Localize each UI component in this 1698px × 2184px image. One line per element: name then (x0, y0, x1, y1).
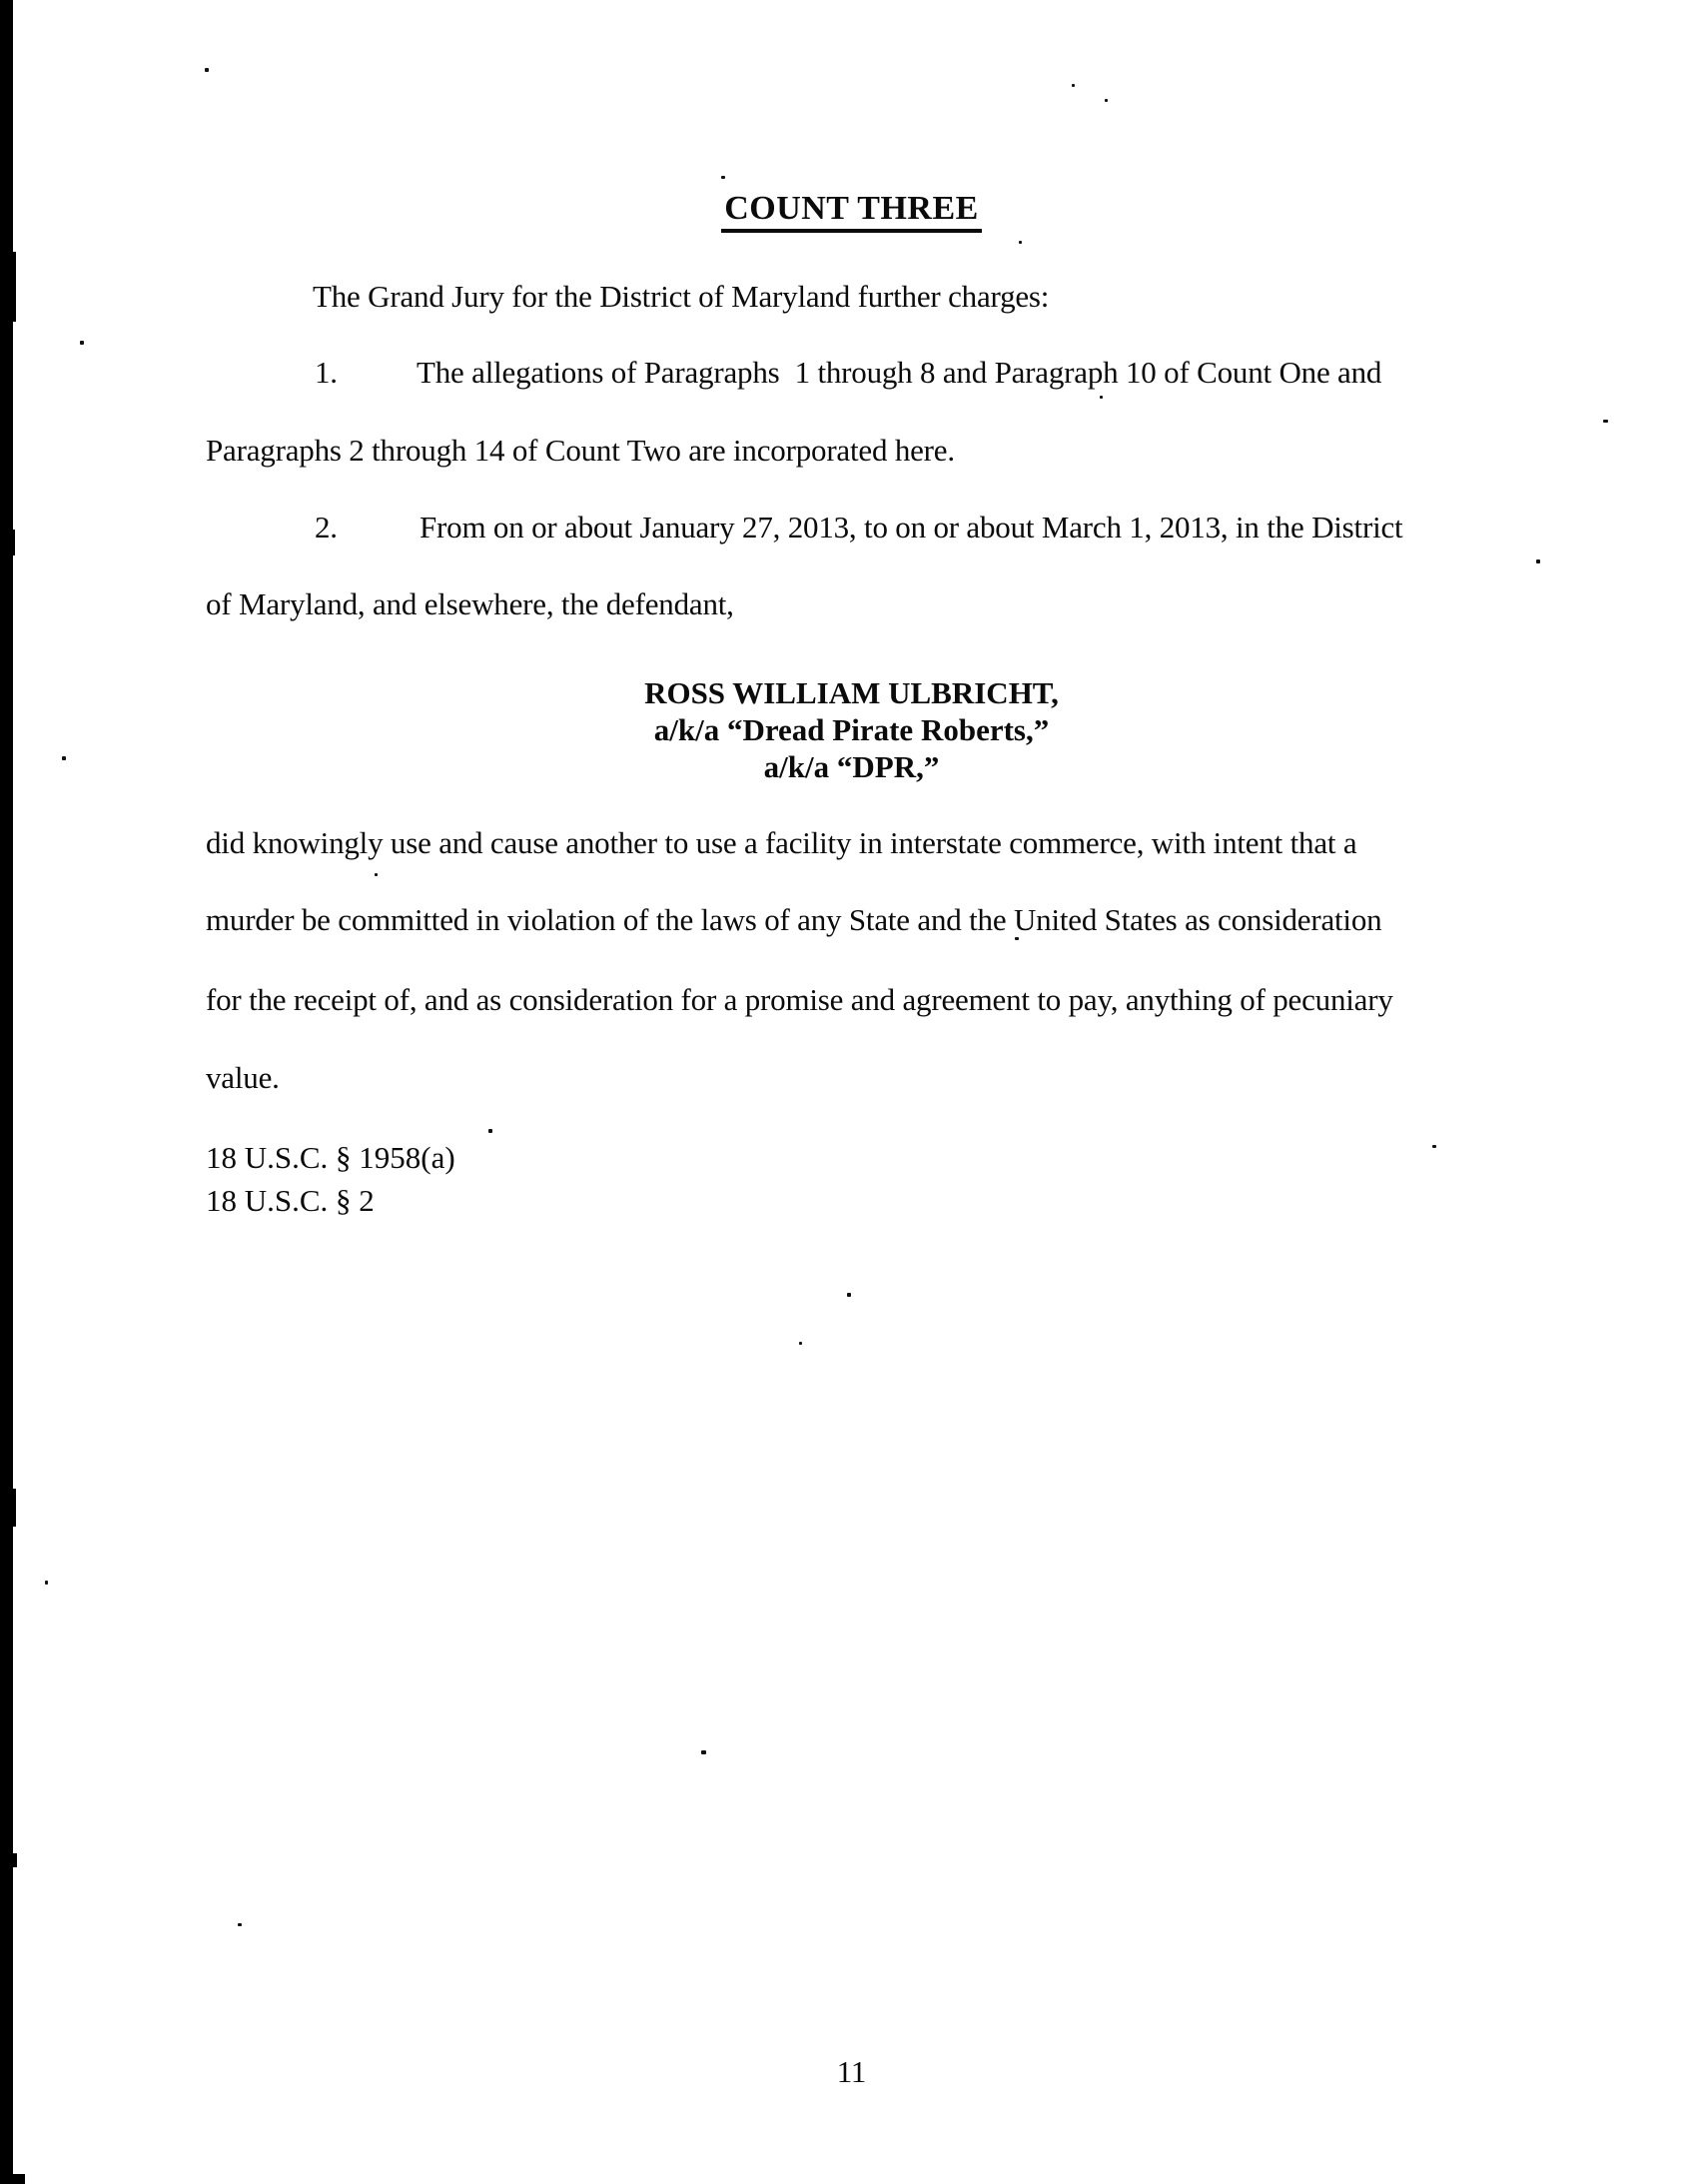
scan-edge-notch (13, 530, 15, 555)
scan-noise-dot (701, 1750, 706, 1754)
scan-noise-dot (1015, 937, 1019, 940)
scan-noise-dot (1100, 396, 1103, 399)
charge-line-2: murder be committed in violation of the laws of any State and the United States as consideration (206, 902, 1382, 937)
page-number: 11 (836, 2054, 867, 2089)
scan-edge-notch (13, 252, 16, 322)
scan-noise-dot (62, 756, 66, 760)
charge-line-3: for the receipt of, and as consideration for a promise and agreement to pay, anything of pecuniary (206, 982, 1393, 1017)
scan-corner-blob (0, 2174, 25, 2184)
scan-noise-dot (1019, 241, 1022, 244)
paragraph-2-line-1: From on or about January 27, 2013, to on or about March 1, 2013, in the District (420, 510, 1403, 545)
scan-noise-dot (1432, 1145, 1436, 1148)
defendant-alias-1: a/k/a “Dread Pirate Roberts,” (653, 712, 1050, 747)
scan-noise-dot (1105, 99, 1108, 102)
paragraph-1-number: 1. (315, 355, 338, 390)
charge-line-1: did knowingly use and cause another to use a facility in interstate commerce, with intent that a (206, 825, 1357, 860)
defendant-alias-2: a/k/a “DPR,” (763, 749, 940, 784)
page-number-row (205, 2054, 1498, 2090)
scan-noise-dot (205, 68, 209, 72)
statute-citation-1: 18 U.S.C. § 1958(a) (206, 1140, 455, 1175)
scan-edge-bar (0, 0, 13, 2184)
scan-noise-dot (238, 1923, 242, 1926)
scan-edge-notch (13, 1853, 17, 1867)
scan-noise-dot (1072, 84, 1075, 87)
paragraph-2-line-2: of Maryland, and elsewhere, the defendant, (206, 586, 734, 621)
statute-citation-2: 18 U.S.C. § 2 (206, 1183, 375, 1218)
scan-noise-dot (799, 1342, 802, 1345)
defendant-name-row (205, 675, 1498, 711)
count-heading: COUNT THREE (721, 190, 982, 233)
scan-edge-notch (13, 1489, 16, 1527)
scan-noise-dot (1536, 559, 1540, 563)
paragraph-2-number: 2. (315, 510, 338, 545)
paragraph-1-line-1: The allegations of Paragraphs 1 through 8 and Paragraph 10 of Count One and (417, 355, 1382, 390)
scan-noise-dot (488, 1129, 492, 1133)
charge-line-4: value. (206, 1060, 280, 1095)
scan-noise-dot (80, 341, 84, 345)
count-heading-row (205, 190, 1498, 233)
defendant-aka2-row (205, 749, 1498, 785)
scan-noise-dot (847, 1293, 851, 1297)
scan-noise-dot (45, 1581, 48, 1585)
scan-noise-dot (721, 176, 725, 179)
paragraph-1-line-2: Paragraphs 2 through 14 of Count Two are incorporated here. (206, 433, 955, 468)
scan-noise-dot (375, 873, 378, 876)
defendant-name: ROSS WILLIAM ULBRICHT, (644, 675, 1059, 710)
intro-line: The Grand Jury for the District of Maryland further charges: (313, 279, 1050, 314)
defendant-aka1-row (205, 712, 1498, 748)
scan-noise-dot (1603, 420, 1608, 423)
